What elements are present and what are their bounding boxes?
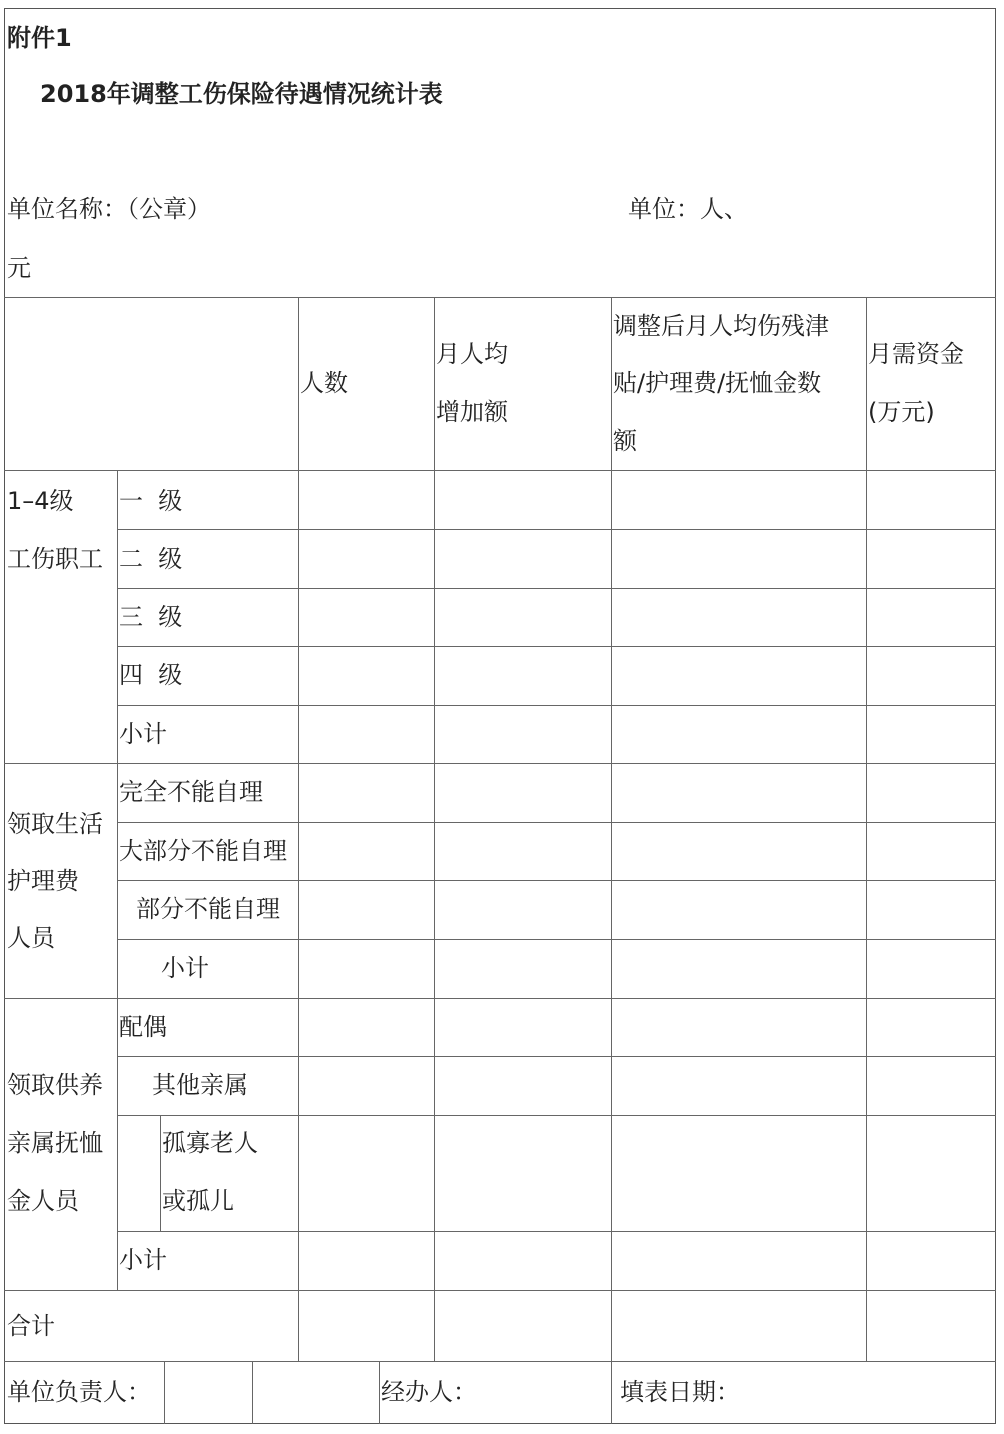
rule-footer bbox=[379, 1361, 380, 1424]
row-label: 或孤儿 bbox=[162, 1187, 234, 1215]
footer-handler: 经办人： bbox=[381, 1378, 477, 1406]
col-header-increase: 增加额 bbox=[436, 398, 508, 426]
rule-row bbox=[117, 822, 996, 823]
col-header-count: 人数 bbox=[300, 369, 348, 397]
footer-date: 填表日期： bbox=[620, 1378, 740, 1406]
group-label: 护理费 bbox=[7, 867, 79, 895]
group-label: 人员 bbox=[7, 924, 55, 952]
row-label: 孤寡老人 bbox=[162, 1129, 258, 1157]
row-label: 完全不能自理 bbox=[119, 778, 263, 806]
row-label: 一 级 bbox=[119, 487, 183, 515]
rule-total-bottom bbox=[4, 1361, 996, 1362]
row-label: 四 级 bbox=[119, 661, 183, 689]
rule-group2-bottom bbox=[4, 998, 996, 999]
col-header-increase: 月人均 bbox=[436, 340, 508, 368]
row-label: 大部分不能自理 bbox=[119, 837, 287, 865]
rule-header-bottom bbox=[4, 297, 996, 298]
rule-row bbox=[117, 705, 996, 706]
group-label: 领取供养 bbox=[7, 1071, 103, 1099]
rule-col-orphan bbox=[160, 1115, 161, 1231]
rule-col-count bbox=[298, 297, 299, 1361]
attachment-label: 附件1 bbox=[7, 24, 72, 52]
rule-group3-bottom bbox=[4, 1290, 996, 1291]
rule-row bbox=[117, 939, 996, 940]
col-header-monthly: 月需资金 bbox=[868, 340, 964, 368]
rule-row bbox=[117, 529, 996, 530]
unit-label: 单位：人、 bbox=[628, 195, 748, 223]
row-label: 三 级 bbox=[119, 603, 183, 631]
col-header-adjusted: 额 bbox=[613, 427, 637, 455]
rule-row bbox=[117, 588, 996, 589]
row-label: 其他亲属 bbox=[152, 1071, 248, 1099]
row-label: 小计 bbox=[161, 954, 209, 982]
unit-name-label: 单位名称：（公章） bbox=[7, 195, 211, 223]
group-label: 金人员 bbox=[7, 1187, 79, 1215]
rule-row bbox=[117, 646, 996, 647]
rule-col-monthly bbox=[866, 297, 867, 1361]
rule-row bbox=[117, 1115, 996, 1116]
row-label: 配偶 bbox=[119, 1013, 167, 1041]
unit-label-cont: 元 bbox=[7, 254, 31, 282]
rule-col-adjusted bbox=[611, 297, 612, 1424]
col-header-monthly: (万元) bbox=[868, 398, 935, 426]
total-label: 合计 bbox=[7, 1312, 55, 1340]
page-title: 2018年调整工伤保险待遇情况统计表 bbox=[40, 80, 443, 108]
rule-row bbox=[117, 1231, 996, 1232]
rule-col-group bbox=[117, 470, 118, 1290]
group-label: 1–4级 bbox=[7, 487, 74, 515]
group-label: 工伤职工 bbox=[7, 545, 103, 573]
rule-row bbox=[117, 880, 996, 881]
rule-colhead-bottom bbox=[4, 470, 996, 471]
rule-row bbox=[117, 1056, 996, 1057]
row-label: 部分不能自理 bbox=[136, 895, 280, 923]
rule-footer bbox=[164, 1361, 165, 1424]
col-header-adjusted: 贴/护理费/抚恤金数 bbox=[613, 369, 822, 397]
rule-col-increase bbox=[434, 297, 435, 1361]
footer-responsible: 单位负责人： bbox=[7, 1378, 151, 1406]
rule-footer bbox=[252, 1361, 253, 1424]
row-label: 二 级 bbox=[119, 545, 183, 573]
group-label: 领取生活 bbox=[7, 810, 103, 838]
group-label: 亲属抚恤 bbox=[7, 1129, 103, 1157]
col-header-adjusted: 调整后月人均伤残津 bbox=[613, 312, 829, 340]
row-label: 小计 bbox=[119, 720, 167, 748]
rule-group1-bottom bbox=[4, 763, 996, 764]
row-label: 小计 bbox=[119, 1246, 167, 1274]
